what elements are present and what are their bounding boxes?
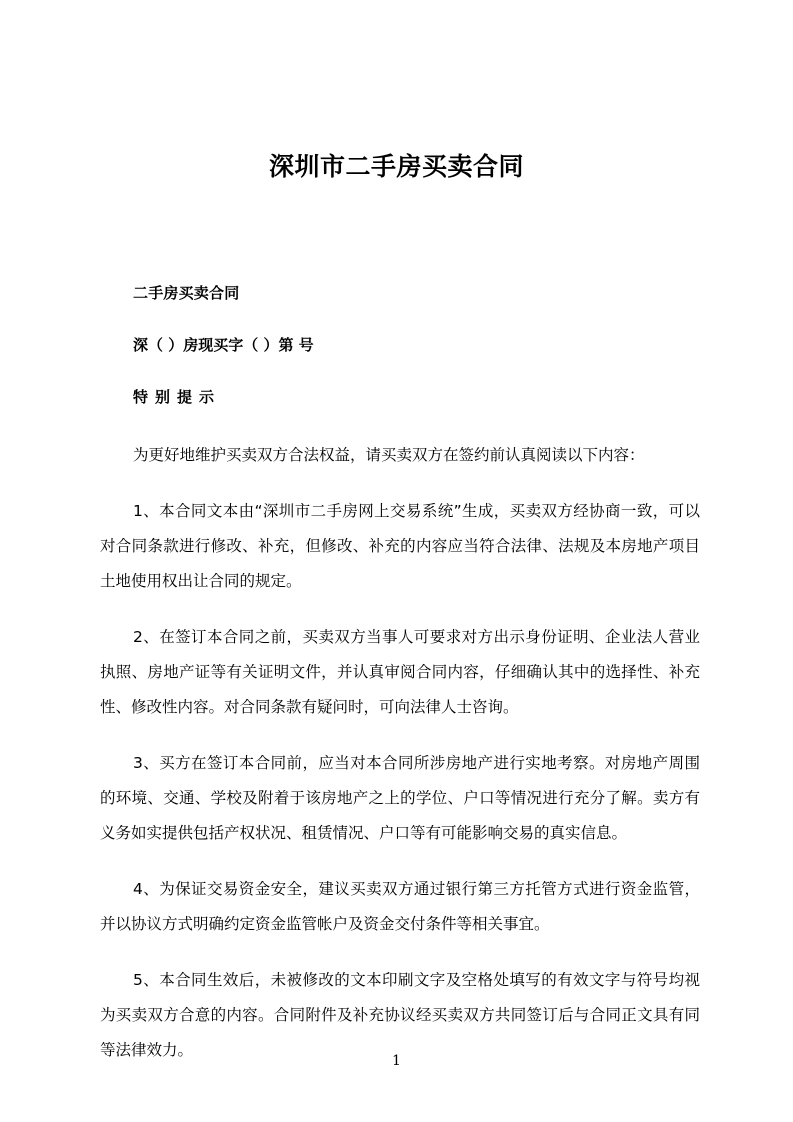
clause-paragraph-5: 5、本合同生效后，未被修改的文本印刷文字及空格处填写的有效文字与符号均视为买卖双方合意的内容。合同附件及补充协议经买卖双方共同签订后与合同正文具有同等法律效力。 — [100, 971, 700, 1059]
special-notice-heading: 特别提示 — [133, 388, 222, 406]
intro-paragraph: 为更好地维护买卖双方合法权益，请买卖双方在签约前认真阅读以下内容： — [133, 446, 645, 464]
clause-paragraph-1: 1、本合同文本由“深圳市二手房网上交易系统”生成，买卖双方经协商一致，可以对合同条款进行修改、补充，但修改、补充的内容应当符合法律、法规及本房地产项目土地使用权出让合同的规定。 — [100, 502, 700, 590]
page-title: 深圳市二手房买卖合同 — [268, 151, 524, 181]
clause-paragraph-2: 2、在签订本合同之前，买卖双方当事人可要求对方出示身份证明、企业法人营业执照、房地产证等有关证明文件，并认真审阅合同内容，仔细确认其中的选择性、补充性、修改性内容。对合同条款有疑问时，可向法律人士咨询。 — [100, 628, 700, 716]
contract-name-heading: 二手房买卖合同 — [133, 284, 240, 302]
clause-paragraph-3: 3、买方在签订本合同前，应当对本合同所涉房地产进行实地考察。对房地产周围的环境、交通、学校及附着于该房地产之上的学位、户口等情况进行充分了解。卖方有义务如实提供包括产权状况、租赁情况、户口等有可能影响交易的真实信息。 — [100, 754, 700, 842]
page-number: 1 — [392, 1053, 401, 1069]
document-body — [100, 282, 700, 1068]
contract-number-heading: 深（ ）房现买字（ ）第 号 — [133, 336, 314, 354]
clause-paragraph-4: 4、为保证交易资金安全，建议买卖双方通过银行第三方托管方式进行资金监管，并以协议方式明确约定资金监管帐户及资金交付条件等相关事宜。 — [100, 880, 700, 933]
